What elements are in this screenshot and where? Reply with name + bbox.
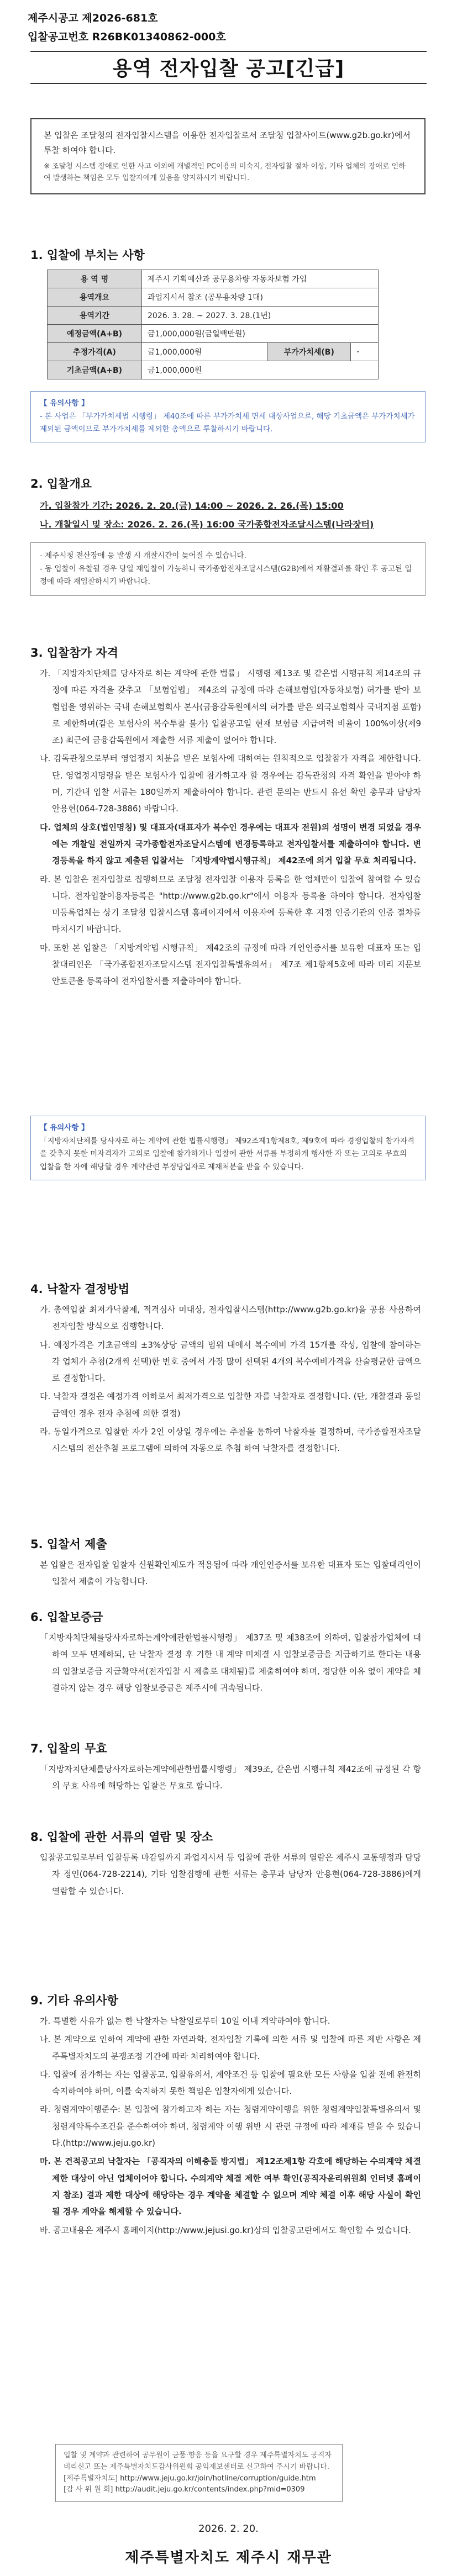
- section-3-item-ra: 라. 본 입찰은 전자입찰로 집행하므로 조달청 전자입찰 이용자 등록을 한 업체만이 입찰에 참여할 수 있습니다. 전자입찰이용자등록은 "http://www.g2b.go.kr"에서 이용자 등록을 하여야 합니다. 전자입찰 미등록업체는 상기 조달청 입찰시스템 홈페이지에서 이용자에 등록한 후 지정 인증기관의 인증 절차를 마치시기 바랍니다.: [40, 874, 421, 935]
- notice-number: 제주시공고 제2026-681호: [28, 12, 158, 24]
- table-row: [48, 325, 379, 343]
- section-4-item-ra: 라. 동일가격으로 입찰한 자가 2인 이상일 경우에는 추첨을 통하여 낙찰자를 결정하며, 국가종합전자조달시스템의 전산추첨 프로그램에 의하여 자동으로 추첨 하여 낙찰자를 결정합니다.: [40, 1427, 421, 1454]
- section-3-heading: 3. 입찰참가 자격: [30, 646, 118, 659]
- section-4-item-ga: 가. 총액입찰 최저가낙찰제, 적격심사 미대상, 전자입찰시스템(http://www.g2b.go.kr)을 공용 사용하여 전자입찰 방식으로 집행합니다.: [40, 1305, 421, 1332]
- section-2-note-box: - 제주시청 전산장애 등 발생 시 개찰시간이 늦어질 수 있습니다. - 동 입찰이 유찰될 경우 당일 재입찰이 가능하니 국가종합전자조달시스템(G2B)에서 재활결과를 확인 후 공고된 일정에 따라 재입찰하시기 바랍니다.: [30, 542, 426, 596]
- section-9-item-na: 나. 본 계약으로 인하여 계약에 관한 자연과학, 전자입찰 기록에 의한 서류 및 입찰에 따른 제반 사항은 제주특별자치도의 분쟁조정 기간에 따라 처리하여야 합니다.: [40, 2034, 421, 2061]
- table-row: [48, 361, 379, 379]
- opening-line: [40, 516, 427, 534]
- section-1-caution-box: [30, 391, 426, 442]
- row-sub-value: -: [351, 343, 379, 361]
- footer-link-label: [감 사 위 원 회]: [64, 2485, 113, 2494]
- caution-title: 【 유의사항 】: [40, 399, 89, 408]
- row-label: 용 역 명: [48, 270, 142, 288]
- section-3-item-ga: 가. 「지방자치단체를 당사자로 하는 계약에 관한 법률」 시행령 제13조 및 같은법 시행규칙 제14조의 규정에 따른 자격을 갖추고 「보험업법」 제4조의 규정에 따라 손해보험업(자동차보험) 허가를 받아 보험업을 영위하는 국내 손해보험회사 본사(금융감독원에서의 허가를 받은 외국보험회사 국내지점 포함)로 제한하며(같은 보험사의 복수투찰 불가) 입찰공고일 현재 보험금 지급여력 비율이 100%이상(제9조) 최근에 금융감독원에서 제출한 서류 제출이 없어야 합니다.: [40, 668, 421, 746]
- section-4-item-da: 다. 낙찰자 결정은 예정가격 이하로서 최저가격으로 입찰한 자를 낙찰자로 결정합니다. (단, 개찰결과 동일금액인 경우 전자 추첨에 의한 결정): [40, 1391, 421, 1418]
- row-label: 추정가격(A): [48, 343, 142, 361]
- footer-text: 입찰 및 계약과 관련하여 공무원이 금품·향응 등을 요구할 경우 제주특별자치도 공직자비리신고 또는 제주특별자치도감사위원회 공익제보센터로 신고하여 주시기 바랍니다.: [64, 2451, 332, 2471]
- section-4-item-na: 나. 예정가격은 기초금액의 ±3%상당 금액의 범위 내에서 복수예비 가격 15개를 작성, 입찰에 참여하는 각 업체가 추첨(2개씩 선택)한 번호 중에서 가장 많이 선택된 4개의 복수예비가격을 산술평균한 금액으로 결정합니다.: [40, 1339, 421, 1384]
- section-2-heading: 2. 입찰개요: [30, 477, 92, 490]
- section-9-item-ma: 마. 본 견적공고의 낙찰자는 「공직자의 이해충돌 방지법」 제12조제1항 각호에 해당하는 수의계약 체결 제한 대상이 아닌 업체이어야 합니다. 수의계약 체결 제한 여부 확인(공직자윤리위원회 인터넷 홈페이지 참조) 결과 제한 대상에 해당하는 경우 계약을 체결할 수 없으며 계약 체결 이후 해당 사실이 확인될 경우 계약을 해제할 수 있습니다.: [40, 2156, 421, 2217]
- opening-text: 나. 개찰일시 및 장소: 2026. 2. 26.(목) 16:00 국가종합전자조달시스템(나라장터): [40, 519, 374, 530]
- page-title: 용역 전자입찰 공고[긴급]: [112, 57, 345, 80]
- intro-box: [30, 118, 426, 194]
- table-row: [48, 343, 379, 361]
- row-value: 금1,000,000원: [142, 361, 379, 379]
- section-8-text: 입찰공고일로부터 입찰등록 마감일까지 과업지시서 등 입찰에 관한 서류의 열람은 제주시 교통행정과 담당자 정인(064-728-2214), 기타 입찰집행에 관한 서류는 총무과 담당자 안용현(064-728-3886)에게 열람할 수 있습니다.: [40, 1852, 422, 1896]
- row-value: 제주시 기획예산과 공무용차량 자동차보험 가입: [142, 270, 379, 288]
- section-4-heading: 4. 낙찰자 결정방법: [30, 1282, 130, 1296]
- bid-number: 입찰공고번호 R26BK01340862-000호: [28, 31, 226, 43]
- intro-small-text: ※ 조달청 시스템 장애로 인한 사고 이외에 개별적인 PC이용의 미숙지, 전자입찰 절차 이상, 기타 업체의 장애로 인하여 발생하는 책임은 모두 입찰자에게 있음을 양지하시기 바랍니다.: [44, 162, 406, 182]
- notice-date: 2026. 2. 20.: [198, 2523, 259, 2535]
- row-value: 금1,000,000원: [142, 343, 267, 361]
- row-label: 예정금액(A+B): [48, 325, 142, 343]
- intro-text: 본 입찰은 조달청의 전자입찰시스템을 이용한 전자입찰로서 조달청 입찰사이트(www.g2b.go.kr)에서 투찰 하여야 합니다.: [44, 130, 411, 155]
- section-9-item-ba: 바. 공고내용은 제주시 홈페이지(http://www.jejusi.go.kr)상의 입찰공고란에서도 확인할 수 있습니다.: [40, 2225, 411, 2235]
- section-9-heading: 9. 기타 유의사항: [30, 1994, 118, 2007]
- section-6-body: [40, 1629, 421, 1698]
- section-5-heading: 5. 입찰서 제출: [30, 1538, 107, 1551]
- section-9-item-ga: 가. 특별한 사유가 없는 한 낙찰자는 낙찰일로부터 10일 이내 계약하여야 합니다.: [40, 2016, 330, 2026]
- section-4-body: [40, 1301, 421, 1459]
- title-rule-bottom: [30, 83, 427, 84]
- section-3-caution-box: [30, 1116, 426, 1180]
- table-row: [48, 307, 379, 325]
- bid-info-table: [47, 270, 379, 379]
- section-6-text: 「지방자치단체를당사자로하는계약에관한법률시행령」 제37조 및 제38조에 의하여, 입찰참가업체에 대하여 모두 면제하되, 단 낙찰자 결정 후 기한 내 계약 미체결 시 입찰보증금을 지급하기로 한다는 내용의 입찰보증금 지급확약서(전자입찰 시 제출로 대체됨)를 제출하여야 하며, 정당한 이유 없이 계약을 체결하지 않는 경우 해당 입찰보증금은 제주시에 귀속됩니다.: [40, 1633, 421, 1693]
- row-label: 용역기간: [48, 307, 142, 325]
- row-value: 2026. 3. 28. ~ 2027. 3. 28.(1년): [142, 307, 379, 325]
- section-1-heading: 1. 입찰에 부치는 사항: [30, 249, 145, 262]
- row-label: 용역개요: [48, 288, 142, 307]
- anti-corruption-box: [55, 2444, 343, 2502]
- section-9-item-da: 다. 입찰에 참가하는 자는 입찰공고, 입찰유의서, 계약조건 등 입찰에 필요한 모든 사항을 입찰 전에 완전히 숙지하여야 하며, 이를 숙지하지 못한 책임은 입찰자에게 있습니다.: [40, 2069, 421, 2097]
- caution-title: 【 유의사항 】: [40, 1123, 89, 1132]
- section-9-body: [40, 2013, 421, 2240]
- footer-link-row: [64, 2484, 334, 2496]
- section-9-item-ra: 라. 청렴계약이행준수: 본 입찰에 참가하고자 하는 자는 청렴계약이행을 위한 청렴계약입찰특별유의서 및 청렴계약특수조건을 준수하여야 하며, 청렴계약 이행 위반 시 관련 규정에 따라 제재를 받을 수 있습니다.(http://www.jeju.go.kr): [40, 2104, 421, 2149]
- section-6-heading: 6. 입찰보증금: [30, 1611, 103, 1624]
- issuer-name: 제주특별자치도 제주시 재무관: [125, 2549, 332, 2566]
- section-3-item-ma: 마. 또한 본 입찰은 「지방계약법 시행규칙」 제42조의 규정에 따라 개인인증서를 보유한 대표자 또는 입찰대리인은 「국가종합전자조달시스템 전자입찰특별유의서」 제7조 제1항제5호에 따라 미리 지문보안토큰을 등록하여 전자입찰서를 제출하여야 합니다.: [40, 942, 421, 986]
- footer-link-audit[interactable]: http://audit.jeju.go.kr/contents/index.php?mid=0309: [115, 2485, 305, 2494]
- footer-link-hotline[interactable]: http://www.jeju.go.kr/join/hotline/corruption/guide.htm: [120, 2474, 316, 2483]
- row-value: 금1,000,000원(금일백만원): [142, 325, 379, 343]
- row-value: 과업지시서 참조 (공무용차량 1대): [142, 288, 379, 307]
- section-3-item-na: 나. 감독관청으로부터 영업정지 처분을 받은 보험사에 대하여는 원칙적으로 입찰참가 자격을 제한합니다. 단, 영업정지명령을 받은 보험사가 입찰에 참가하고자 할 경우에는 감독관청의 자격 확인을 받아야 하며, 기간내 입찰 서류는 180일까지 제출하여야 합니다. 관련 문의는 반드시 유선 확인 총무과 담당자 안용현(064-728-3886) 바랍니다.: [40, 753, 421, 814]
- section-7-heading: 7. 입찰의 무효: [30, 1742, 107, 1755]
- caution-text: 「지방자치단체를 당사자로 하는 계약에 관한 법률시행령」 제92조제1항제8호, 제9호에 따라 경쟁입찰의 참가자격을 갖추지 못한 미자격자가 고의로 입찰에 참가하거나 입찰에 관한 서류를 부정하게 행사한 자 또는 고의로 무효의 입찰을 한 자에 해당할 경우 계약관련 부정당업자로 제재처분을 받을 수 있습니다.: [40, 1136, 414, 1171]
- footer-link-row: [64, 2473, 334, 2485]
- footer-link-label: [제주특별자치도]: [64, 2474, 118, 2483]
- bid-period-line: [40, 497, 427, 515]
- section-5-body: [40, 1556, 421, 1592]
- section-7-text: 「지방자치단체를당사자로하는계약에관한법률시행령」 제39조, 같은법 시행규칙 제42조에 규정된 각 항의 무효 사유에 해당하는 입찰은 무효로 합니다.: [40, 1764, 421, 1791]
- title-rule-top: [30, 51, 427, 52]
- section-7-body: [40, 1761, 421, 1796]
- caution-text: - 본 사업은 「부가가치세법 시행령」 제40조에 따른 부가가치세 면세 대상사업으로, 해당 기초금액은 부가가치세가 제외된 금액이므로 부가가치세를 제외한 총액으로 투찰하시기 바랍니다.: [40, 411, 415, 434]
- row-label: 기초금액(A+B): [48, 361, 142, 379]
- section-8-body: [40, 1849, 421, 1901]
- table-row: [48, 270, 379, 288]
- section-3-item-da: 다. 업체의 상호(법인명칭) 및 대표자(대표자가 복수인 경우에는 대표자 전원)의 성명이 변경 되었을 경우에는 개찰일 전일까지 국가종합전자조달시스템에 변경등록하고 전자입찰서를 제출하여야 합니다. 변경등록을 하지 않고 제출된 입찰서는 「지방계약법시행규칙」 제42조에 의거 입찰 무효 처리됩니다.: [40, 822, 421, 866]
- row-sub-label: 부가가치세(B): [267, 343, 351, 361]
- section-3-body: [40, 665, 421, 991]
- section-5-text: 본 입찰은 전자입찰 입찰자 신원확인제도가 적용됨에 따라 개인인증서를 보유한 대표자 또는 입찰대리인이 입찰서 제출이 가능합니다.: [40, 1560, 422, 1587]
- section-8-heading: 8. 입찰에 관한 서류의 열람 및 장소: [30, 1830, 213, 1844]
- table-row: [48, 288, 379, 307]
- bid-period-text: 가. 입찰참가 기간: 2026. 2. 20.(금) 14:00 ~ 2026. 2. 26.(목) 15:00: [40, 500, 344, 511]
